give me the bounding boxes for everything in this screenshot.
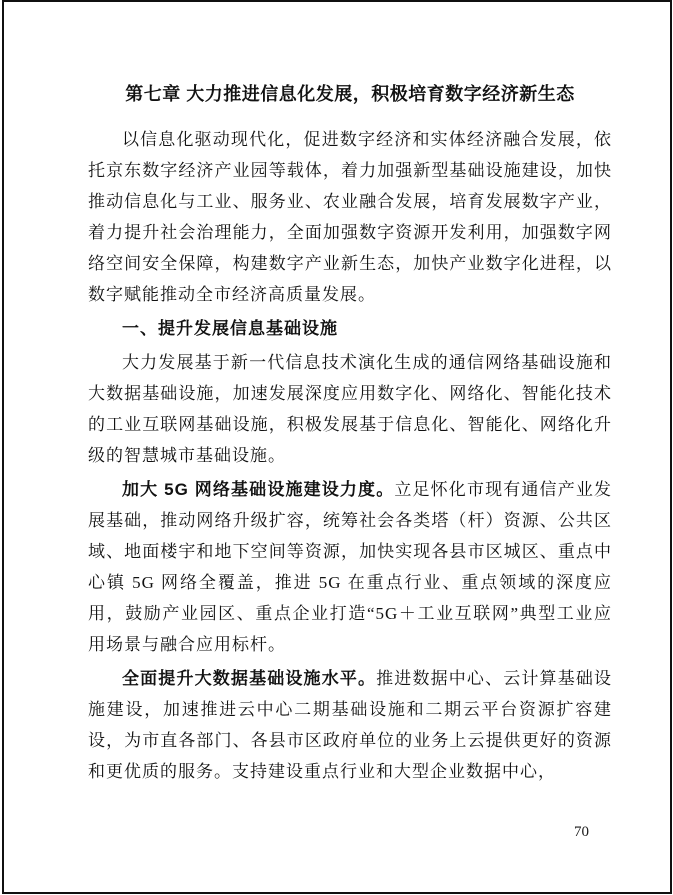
paragraph-5g (88, 474, 612, 660)
paragraph-5g-body: 立足怀化市现有通信产业发展基础，推动网络升级扩容，统筹社会各类塔（杆）资源、公共区域、地面楼宇和地下空间等资源，加快实现各县市区城区、重点中心镇 5G 网络全覆盖，推进 5G 在重点行业、重点领域的深度应用，鼓励产业园区、重点企业打造“5G＋工业互联网”典型工业应用场景与融合应用标杆。 (88, 480, 612, 654)
page-number: 70 (574, 824, 589, 840)
paragraph-bigdata-body: 推进数据中心、云计算基础设施建设，加速推进云中心二期基础设施和二期云平台资源扩容建设，为市直各部门、各县市区政府单位的业务上云提供更好的资源和更优质的服务。支持建设重点行业和大型企业数据中心， (88, 669, 613, 781)
paragraph-bigdata (88, 663, 612, 787)
chapter-title: 第七章 大力推进信息化发展，积极培育数字经济新生态 (125, 84, 575, 104)
section-overview-paragraph: 大力发展基于新一代信息技术演化生成的通信网络基础设施和大数据基础设施，加速发展深度应用数字化、网络化、智能化技术的工业互联网基础设施，积极发展基于信息化、智能化、网络化升级的智慧城市基础设施。 (88, 353, 612, 465)
paragraph-5g-lead: 加大 5G 网络基础设施建设力度。 (122, 480, 395, 499)
intro-paragraph: 以信息化驱动现代化，促进数字经济和实体经济融合发展，依托京东数字经济产业园等载体，着力加强新型基础设施建设，加快推动信息化与工业、服务业、农业融合发展，培育发展数字产业，着力提升社会治理能力，全面加强数字资源开发利用，加强数字网络空间安全保障，构建数字产业新生态，加快产业数字化进程，以数字赋能推动全市经济高质量发展。 (88, 130, 612, 304)
page-content (88, 82, 612, 790)
section-heading: 一、提升发展信息基础设施 (122, 319, 338, 338)
paragraph-bigdata-lead: 全面提升大数据基础设施水平。 (122, 669, 377, 688)
